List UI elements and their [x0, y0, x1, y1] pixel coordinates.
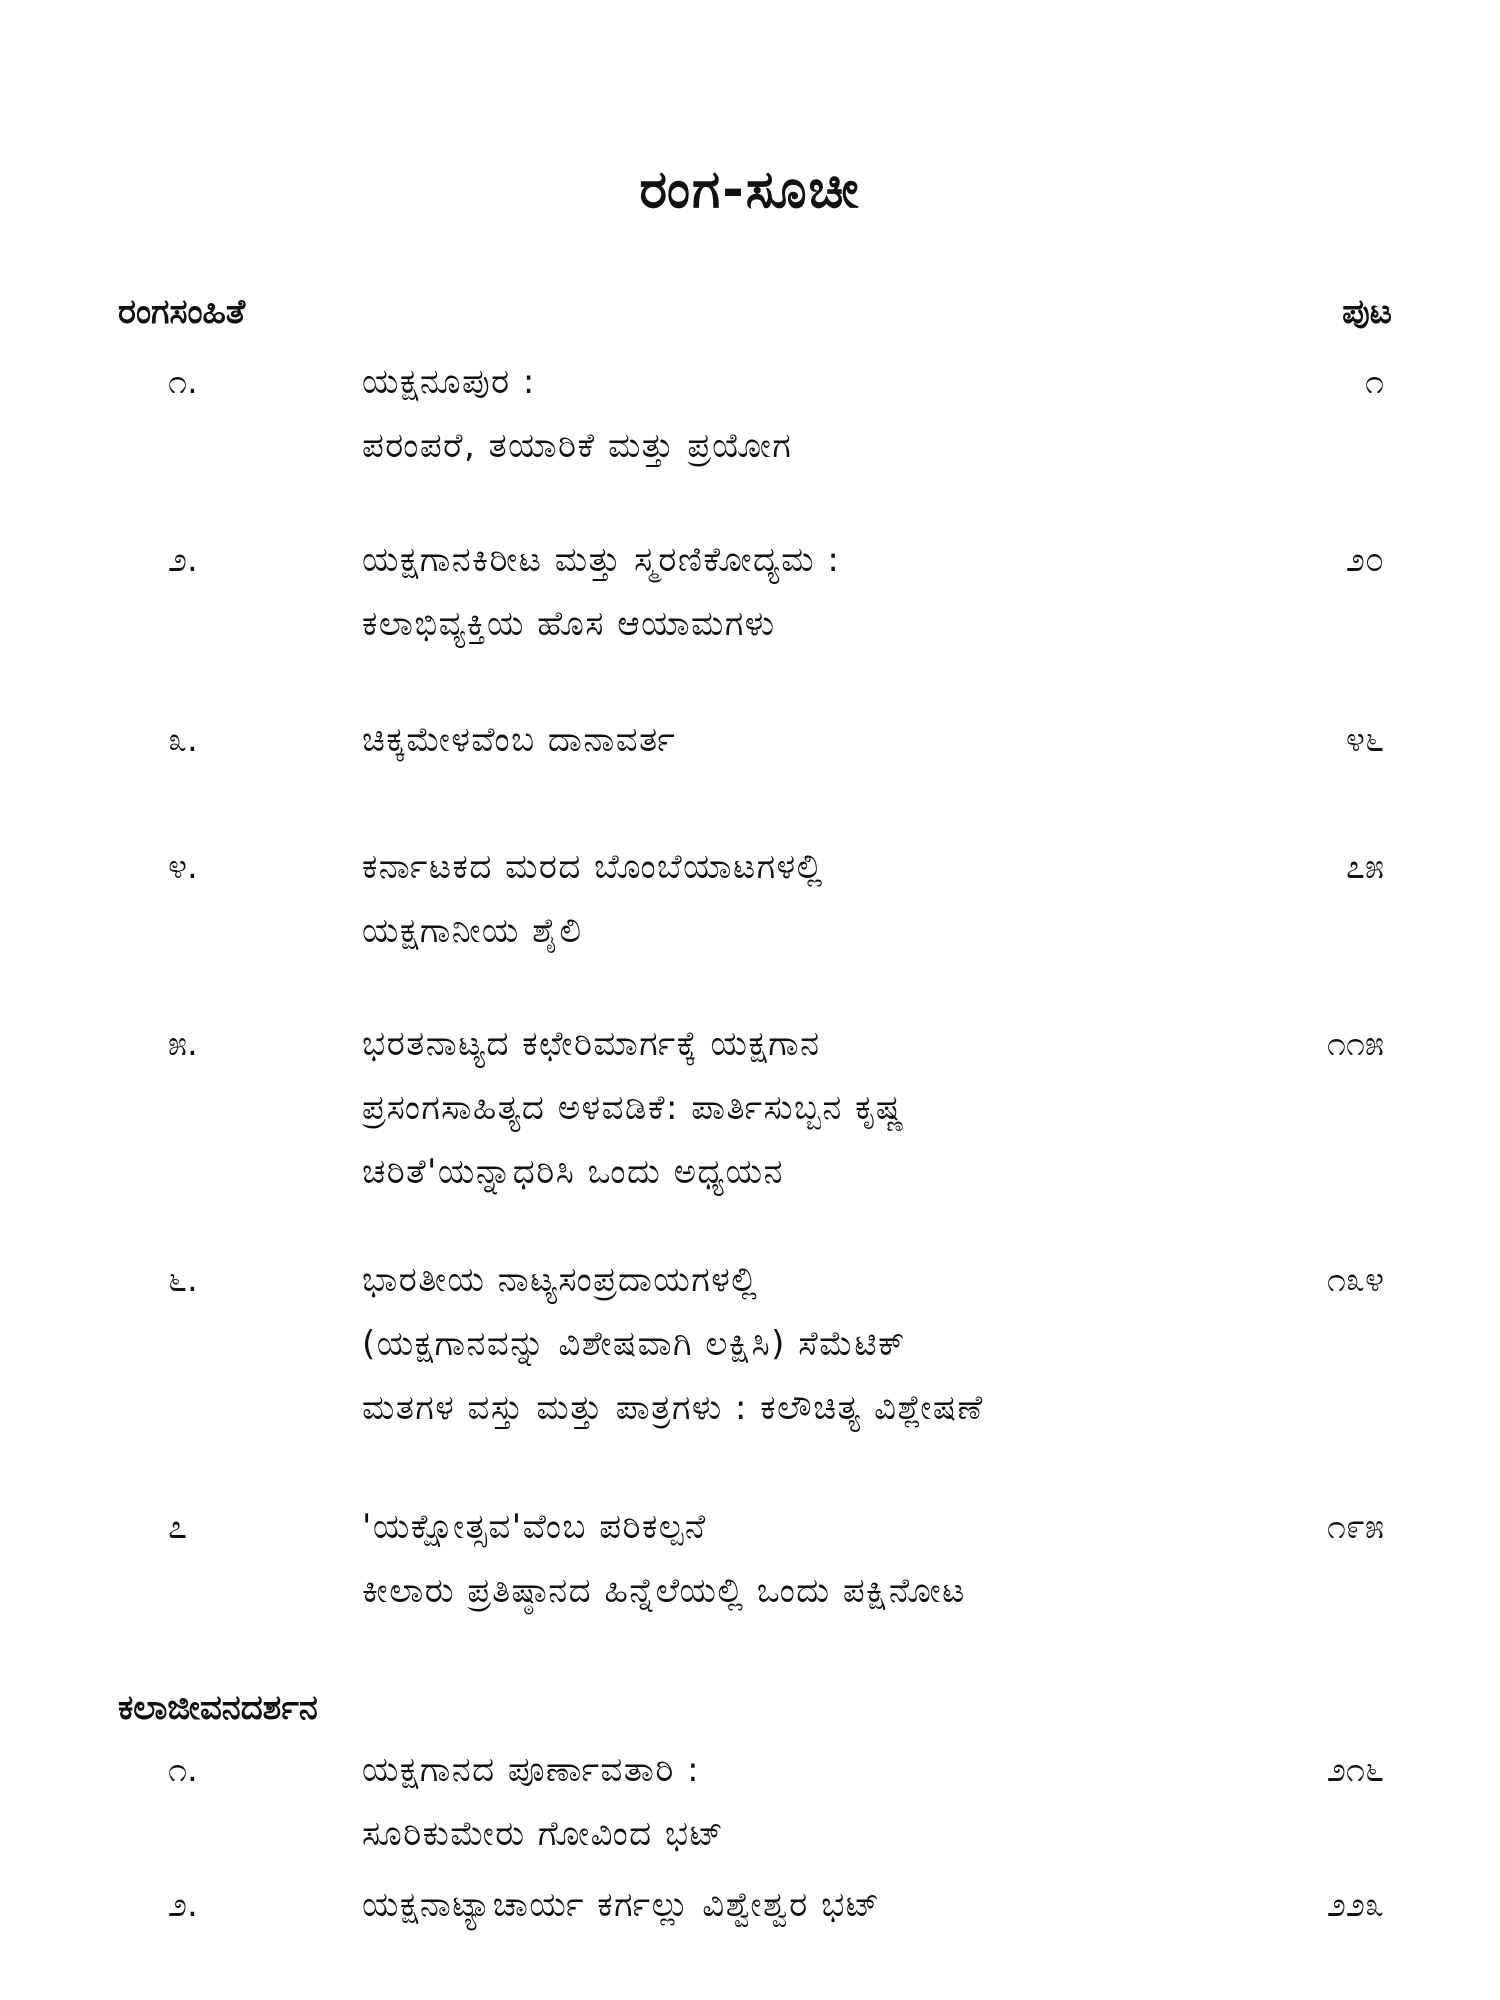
entry-title-line: ಯಕ್ಷನಾಟ್ಯಾಚಾರ್ಯ ಕರ್ಗಲ್ಲು ವಿಶ್ವೇಶ್ವರ ಭಟ್: [362, 1885, 881, 1925]
entry-page: ೭೫: [1345, 847, 1384, 887]
entry-title-line: ಯಕ್ಷಗಾನೀಯ ಶೈಲಿ: [362, 911, 583, 951]
entry-page: ೧೯೫: [1326, 1507, 1384, 1547]
entry-number: ೧.: [168, 362, 198, 402]
entry-number: ೩.: [168, 720, 198, 760]
section-heading-row: [118, 292, 1392, 332]
entry-number: ೬.: [168, 1260, 198, 1300]
entry-title-line: ಪರಂಪರೆ, ತಯಾರಿಕೆ ಮತ್ತು ಪ್ರಯೋಗ: [362, 426, 793, 466]
entry-title-line: ಯಕ್ಷನೂಪುರ :: [362, 362, 536, 402]
entry-number: ೫.: [168, 1024, 198, 1064]
section-heading: ರಂಗಸಂಹಿತೆ: [118, 292, 246, 332]
entry-title-line: ಚಿಕ್ಕಮೇಳವೆಂಬ ದಾನಾವರ್ತ: [362, 720, 677, 760]
entry-page: ೨೦: [1345, 540, 1384, 580]
entry-title-line: ಭಾರತೀಯ ನಾಟ್ಯಸಂಪ್ರದಾಯಗಳಲ್ಲಿ: [362, 1260, 759, 1300]
page-column-label: ಪುಟ: [1342, 292, 1392, 332]
entry-title-line: ಮತಗಳ ವಸ್ತು ಮತ್ತು ಪಾತ್ರಗಳು : ಕಲೌಚಿತ್ಯ ವಿಶ್ಲೇಷಣೆ: [362, 1388, 984, 1428]
entry-number: ೨.: [168, 540, 198, 580]
entry-number: ೨.: [168, 1885, 198, 1925]
entry-page: ೨೧೬: [1326, 1750, 1384, 1790]
entry-number: ೪.: [168, 847, 198, 887]
entry-title-line: ಕಲಾಭಿವ್ಯಕ್ತಿಯ ಹೊಸ ಆಯಾಮಗಳು: [362, 604, 776, 644]
entry-title-line: (ಯಕ್ಷಗಾನವನ್ನು ವಿಶೇಷವಾಗಿ ಲಕ್ಷಿಸಿ) ಸೆಮೆಟಿಕ್: [362, 1324, 906, 1364]
entry-title-line: ಸೂರಿಕುಮೇರು ಗೋವಿಂದ ಭಟ್: [362, 1814, 725, 1854]
entry-page: ೨೨೩: [1326, 1885, 1384, 1925]
entry-page: ೧೧೫: [1326, 1024, 1384, 1064]
entry-number: ೧.: [168, 1750, 198, 1790]
entry-title-line: ಭರತನಾಟ್ಯದ ಕಛೇರಿಮಾರ್ಗಕ್ಕೆ ಯಕ್ಷಗಾನ: [362, 1024, 821, 1064]
entry-title-line: ಚರಿತೆ'ಯನ್ನಾಧರಿಸಿ ಒಂದು ಅಧ್ಯಯನ: [362, 1152, 784, 1192]
page-title: ರಂಗ-ಸೂಚೀ: [639, 160, 861, 220]
entry-title-line: ಕೀಲಾರು ಪ್ರತಿಷ್ಠಾನದ ಹಿನ್ನೆಲೆಯಲ್ಲಿ ಒಂದು ಪಕ್ಷಿನೋಟ: [362, 1571, 966, 1611]
entry-number: ೭: [168, 1507, 188, 1547]
entry-title-line: 'ಯಕ್ಷೋತ್ಸವ'ವೆಂಬ ಪರಿಕಲ್ಪನೆ: [362, 1507, 707, 1547]
entry-title-line: ಯಕ್ಷಗಾನಕಿರೀಟ ಮತ್ತು ಸ್ಮರಣಿಕೋದ್ಯಮ :: [362, 540, 841, 580]
entry-title-line: ಕರ್ನಾಟಕದ ಮರದ ಬೊಂಬೆಯಾಟಗಳಲ್ಲಿ: [362, 847, 824, 887]
entry-page: ೧: [1364, 362, 1384, 402]
section-heading-row: [118, 1688, 1392, 1728]
entry-page: ೧೩೪: [1326, 1260, 1384, 1300]
entry-title-line: ಪ್ರಸಂಗಸಾಹಿತ್ಯದ ಅಳವಡಿಕೆ: ಪಾರ್ತಿಸುಬ್ಬನ ಕೃಷ್ಣ: [362, 1088, 906, 1128]
entry-page: ೪೬: [1345, 720, 1384, 760]
entry-title-line: ಯಕ್ಷಗಾನದ ಪೂರ್ಣಾವತಾರಿ :: [362, 1750, 701, 1790]
section-heading: ಕಲಾಜೀವನದರ್ಶನ: [118, 1688, 318, 1728]
